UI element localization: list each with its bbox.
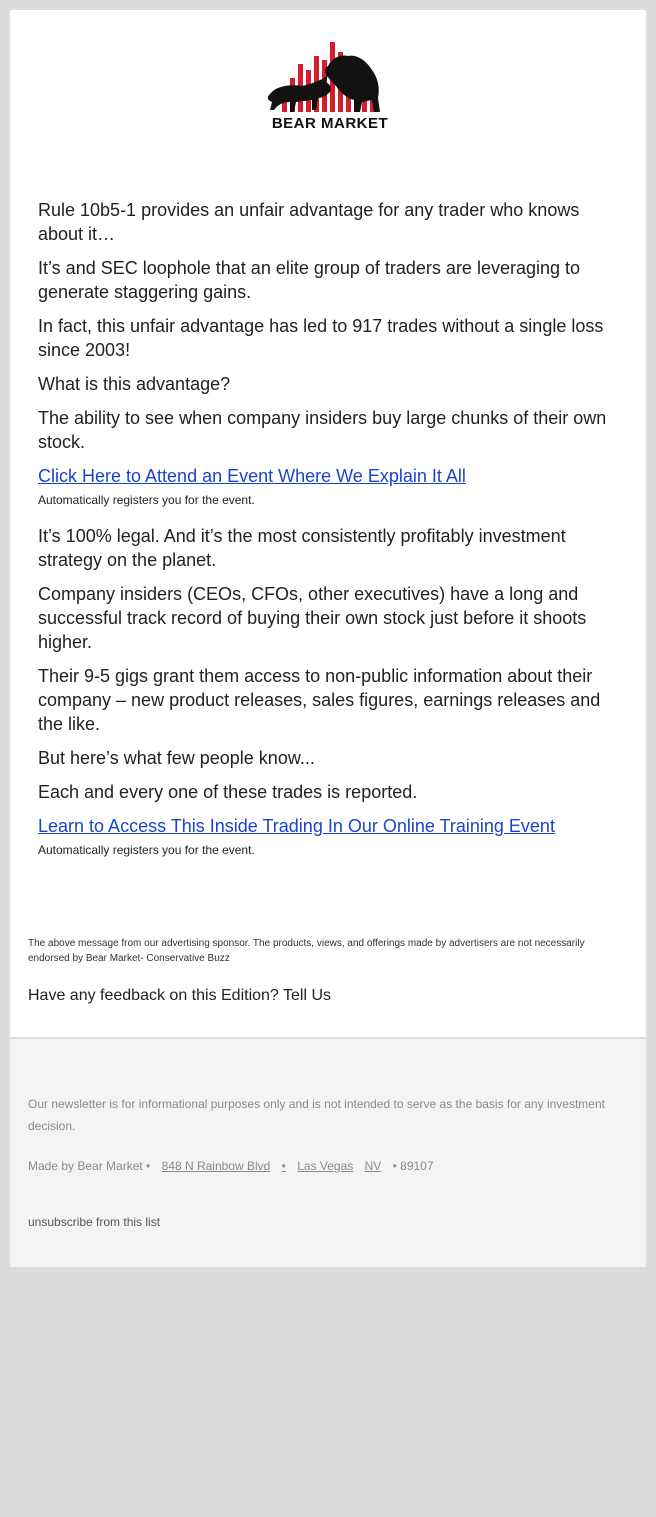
sponsor-disclaimer: The above message from our advertising sponsor. The products, views, and offerings made by advertisers are not necessarily endorsed by Bear Market- Conservative Buzz — [28, 938, 585, 964]
paragraph: The ability to see when company insiders buy large chunks of their own stock. — [38, 408, 607, 452]
state-link[interactable]: NV — [364, 1159, 382, 1173]
feedback-line[interactable] — [28, 986, 331, 1006]
registration-note: Automatically registers you for the event. — [38, 843, 255, 857]
attend-event-link[interactable]: Click Here to Attend an Event Where We Explain It All — [38, 466, 466, 486]
email-card — [10, 10, 646, 1037]
paragraph: In fact, this unfair advantage has led to 917 trades without a single loss since 2003! — [38, 316, 604, 360]
street-link[interactable]: 848 N Rainbow Blvd — [161, 1159, 271, 1173]
paragraph: It’s and SEC loophole that an elite group of traders are leveraging to generate staggering gains. — [38, 258, 581, 302]
bullet-link[interactable]: • — [281, 1159, 286, 1173]
paragraph: Rule 10b5-1 provides an unfair advantage for any trader who knows about it… — [38, 200, 580, 244]
footer — [10, 1039, 646, 1267]
paragraph: But here’s what few people know... — [38, 748, 315, 768]
footer-disclaimer: Our newsletter is for informational purposes only and is not intended to serve as the basis for any investment decision. — [28, 1097, 605, 1133]
paragraph: Company insiders (CEOs, CFOs, other executives) have a long and successful track record of buying their own stock just before it shoots higher. — [38, 584, 587, 652]
zip-text: • 89107 — [392, 1159, 434, 1173]
paragraph: Each and every one of these trades is reported. — [38, 782, 418, 802]
svg-text:BEAR MARKET: BEAR MARKET — [271, 115, 389, 132]
paragraph: What is this advantage? — [38, 374, 231, 394]
registration-note: Automatically registers you for the event. — [38, 493, 255, 507]
feedback-text[interactable]: Have any feedback on this Edition? Tell Us — [28, 987, 331, 1004]
paragraph: Their 9-5 gigs grant them access to non-public information about their company – new product releases, sales figures, earnings releases and the like. — [38, 666, 601, 734]
mailing-address — [28, 1156, 434, 1176]
training-event-link[interactable]: Learn to Access This Inside Trading In Our Online Training Event — [38, 816, 555, 836]
city-link[interactable]: Las Vegas — [297, 1159, 354, 1173]
paragraph: It’s 100% legal. And it’s the most consistently profitably investment strategy on the planet. — [38, 526, 566, 570]
unsubscribe-link[interactable]: unsubscribe from this list — [28, 1215, 161, 1229]
article-body — [38, 198, 620, 874]
made-by-text: Made by Bear Market • — [28, 1159, 151, 1173]
bear-market-logo — [262, 40, 398, 132]
